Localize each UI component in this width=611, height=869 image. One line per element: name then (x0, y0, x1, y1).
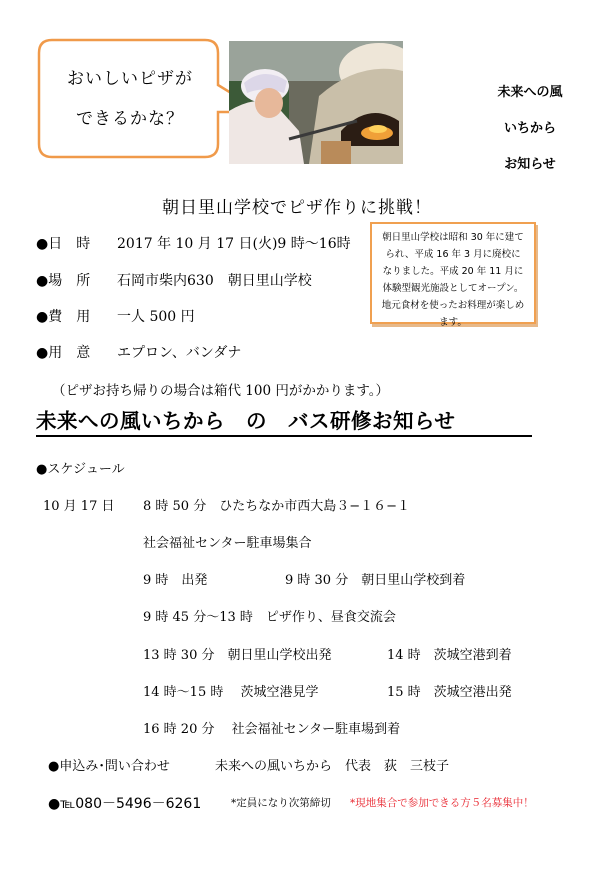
schedule-row-6a: 14 時〜15 時 茨城空港見学 (143, 685, 319, 700)
bubble-line-1: おいしいピザが (67, 69, 193, 89)
deadline-note: *定員になり次第締切 (231, 797, 331, 809)
place-label: ●場 所 (36, 273, 91, 289)
school-info-text: 朝日里山学校は昭和 30 年に建てられ、平成 16 年 3 月に廃校になりました。平成 20 年 11 月に体験型観光施設としてオープン。地元食材を使ったお料理が楽しめます。 (381, 232, 525, 328)
prep-value: エプロン、バンダナ (117, 345, 242, 361)
apply-label: ●申込み･問い合わせ (48, 759, 170, 774)
schedule-row-1: 8 時 50 分 ひたちなか市西大島３−１６−１ (143, 499, 410, 514)
schedule-row-5b: 14 時 茨城空港到着 (387, 648, 512, 663)
recruit-note: *現地集合で参加できる方５名募集中！ (350, 797, 534, 809)
heading-underline (36, 435, 532, 437)
prep-label: ●用 意 (36, 345, 91, 361)
bus-heading: 未来への風いちから の バス研修お知らせ (36, 409, 456, 433)
schedule-row-3a: 9 時 出発 (143, 573, 208, 588)
schedule-row-2: 社会福祉センター駐車場集合 (143, 536, 312, 551)
apply-value: 未来への風いちから 代表 荻 三枝子 (215, 759, 450, 774)
schedule-row-3b: 9 時 30 分 朝日里山学校到着 (285, 573, 466, 588)
schedule-row-4: 9 時 45 分〜13 時 ピザ作り、昼食交流会 (143, 610, 396, 625)
date-label: ●日 時 (36, 236, 91, 252)
cost-value: 一人 500 円 (117, 309, 195, 325)
tel-number: ●℡080－5496－6261 (48, 796, 202, 812)
schedule-date: 10 月 17 日 (43, 499, 115, 514)
schedule-row-5a: 13 時 30 分 朝日里山学校出発 (143, 648, 332, 663)
side-heading-line-1: 未来への風 (497, 85, 563, 100)
schedule-label: ●スケジュール (36, 462, 125, 477)
takehome-note: （ピザお持ち帰りの場合は箱代 100 円がかかります。） (52, 383, 390, 399)
side-heading-line-2: いちから (503, 121, 556, 136)
event-title: 朝日里山学校でピザ作りに挑戦！ (162, 198, 432, 218)
bubble-line-2: できるかな？ (76, 109, 184, 129)
school-info-box (370, 222, 536, 328)
schedule-row-7: 16 時 20 分 社会福祉センター駐車場到着 (143, 722, 401, 737)
cost-label: ●費 用 (36, 309, 91, 325)
place-value: 石岡市柴内630 朝日里山学校 (117, 273, 312, 289)
pizza-oven-photo (229, 41, 403, 164)
schedule-row-6b: 15 時 茨城空港出発 (387, 685, 512, 700)
side-heading-line-3: お知らせ (504, 157, 556, 172)
date-value: 2017 年 10 月 17 日(火)9 時〜16時 (117, 236, 351, 252)
